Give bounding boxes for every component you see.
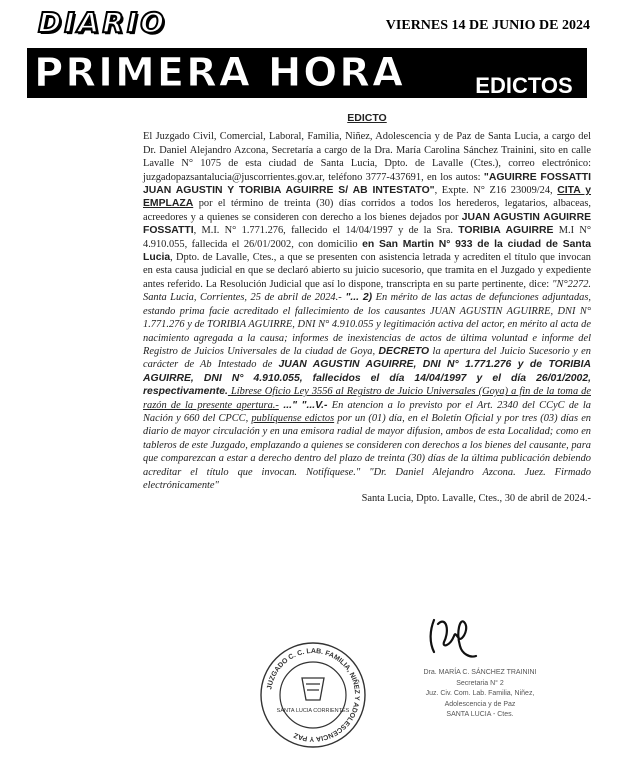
edict-text: por el término de treinta (30) días corridos a todos los herederos, legatarios, albaceas, acreedores y a quienes se consideren con derecho a los bienes dejados por [143, 198, 591, 223]
logo-primera-hora: PRIMERA HORA [34, 50, 406, 96]
resolution-quote: ..." "...V.- [278, 399, 328, 411]
edict-text: El Juzgado Civil, Comercial, Laboral, Familia, Niñez, Adolescencia y de Paz de Santa Lucia, a cargo del Dr. Daniel Alejandro Azcona, Secretaría a cargo de la Dra. María Carolina Sánchez Trainini, sito en calle Lavalle N° 1075 de esta ciudad de Santa Lucia, Dpto. de Lavalle (Ctes.), correo electrónico: juzgadopazsantalucia@juscorrientes.gov.ar, teléfono 3777-437691, en los autos: [143, 131, 591, 183]
edict-body [143, 130, 591, 492]
masthead [0, 0, 628, 100]
resolution-quote: En atencion a lo previsto por el Art. 2340 del CCyC de la Nación y 660 del CPCC, [143, 399, 591, 424]
domicile: en San Martin N° 933 de la ciudad de Santa Lucia [143, 238, 592, 264]
signature-block [400, 668, 560, 721]
cita-emplaza: CITA y EMPLAZA [143, 185, 592, 210]
edict-notice [143, 112, 591, 506]
signer-location: SANTA LUCIA - Ctes. [446, 711, 514, 718]
edict-text: , Dpto. de Lavalle, Ctes., a que se presenten con asistencia letrada y acrediten el título que invocan en esta causa judicial en que se declaró abierto su juicio sucesorio, que tramita en el Juzgado y expediente antes referido. La Resolución Judicial que así lo dispone, transcripta en su parte pertinente, dice: [143, 252, 591, 290]
edict-text: , M.I. N° 1.771.276, fallecido el 14/04/1997 y de la Sra. [193, 225, 459, 237]
issue-date: VIERNES 14 DE JUNIO DE 2024 [385, 18, 590, 33]
handwritten-signature [420, 612, 480, 662]
seal-center-text: SANTA LUCIA CORRIENTES [276, 708, 350, 714]
seal-inner-ring [280, 662, 346, 728]
deceased-name-1: JUAN AGUSTIN AGUIRRE FOSSATTI [143, 211, 591, 237]
edict-text: , Expte. N° Z16 23009/24, [434, 185, 558, 197]
signer-court-2: Adolescencia y de Paz [444, 700, 516, 708]
edict-text: M.I N° 4.910.055, fallecida el 26/01/2002, con domicilio [143, 225, 591, 250]
resolution-quote: por un (01) día, en el Boletín Oficial y por tres (03) días en diario de mayor circulación y en una emisora radial de mayor difusion, ambos de esta Localidad; como en tableros de este Juzgado, emplazando a quienes se consideren con derechos a los bienes del causante, para que comparezcan a estar a derecho dentro del plazo de treinta (30) días de la última publicación debiendo acreditar el título que invocan. Notifíquese." "Dr. Daniel Alejandro Azcona. Juez. Firmado electrónicamente" [143, 412, 591, 491]
place-date: Santa Lucia, Dpto. Lavalle, Ctes., 30 de abril de 2024.- [361, 493, 591, 505]
resolution-quote: En mérito de las actas de defunciones adjuntadas, estando prima facie acreditado el fallecimiento de los causantes JUAN AGUSTIN AGUIRRE, DNI N° 1.771.276 y de TORIBIA AGUIRRE, DNI N° 4.910.055 y legitimación activa del actor, en mérito al acta de nacimiento agregada a la causa; informes de inexistencias de actos de última voluntad e informe del Registro de Juicios Universales de la ciudad de Goya, [143, 292, 591, 357]
resolution-quote: "... 2) [341, 292, 373, 304]
edict-title: EDICTO [347, 112, 387, 124]
deceased-name-2: TORIBIA AGUIRRE [458, 225, 554, 237]
case-title: "AGUIRRE FOSSATTI JUAN AGUSTIN Y TORIBIA AGUIRRE S/ AB INTESTATO" [143, 171, 591, 197]
resolution-quote: la apertura del Juicio Sucesorio y en carácter de Ab Intestado de [143, 345, 591, 371]
seal-outer-ring [261, 643, 365, 747]
publiquense-edictos: publíquense edictos [251, 412, 335, 424]
logo-diario: DIARIO [38, 6, 168, 39]
signer-court: Juz. Civ. Com. Lab. Familia, Niñez, [425, 690, 535, 697]
resolution-quote: "N°2272. Santa Lucia, Corrientes, 25 de abril de 2024.- [143, 278, 591, 304]
signer-name: Dra. MARÍA C. SÁNCHEZ TRAININI [423, 669, 537, 676]
signer-title: Secretaria N° 2 [456, 679, 504, 687]
section-label: EDICTOS [475, 73, 573, 98]
decreto: DECRETO [378, 345, 430, 357]
seal-coat-of-arms-icon [302, 678, 324, 700]
seal-ring-text: JUZGADO C. C. LAB. FAMILIA, NIÑEZ Y ADOLESCENCIA Y PAZ [266, 647, 361, 743]
resolution-bold: JUAN AGUSTIN AGUIRRE, DNI N° 1.771.276 y de TORIBIA AGUIRRE, DNI N° 4.910.055, fallecidos el día 14/04/1997 y el día 26/01/2002, respectivamente. [143, 359, 591, 398]
resolution-underlined: Líbrese Oficio Ley 3556 al Registro de Juicio Universales (Goya) a fin de la toma de razón de la presente apertura.- [143, 386, 591, 411]
court-seal [258, 640, 368, 750]
